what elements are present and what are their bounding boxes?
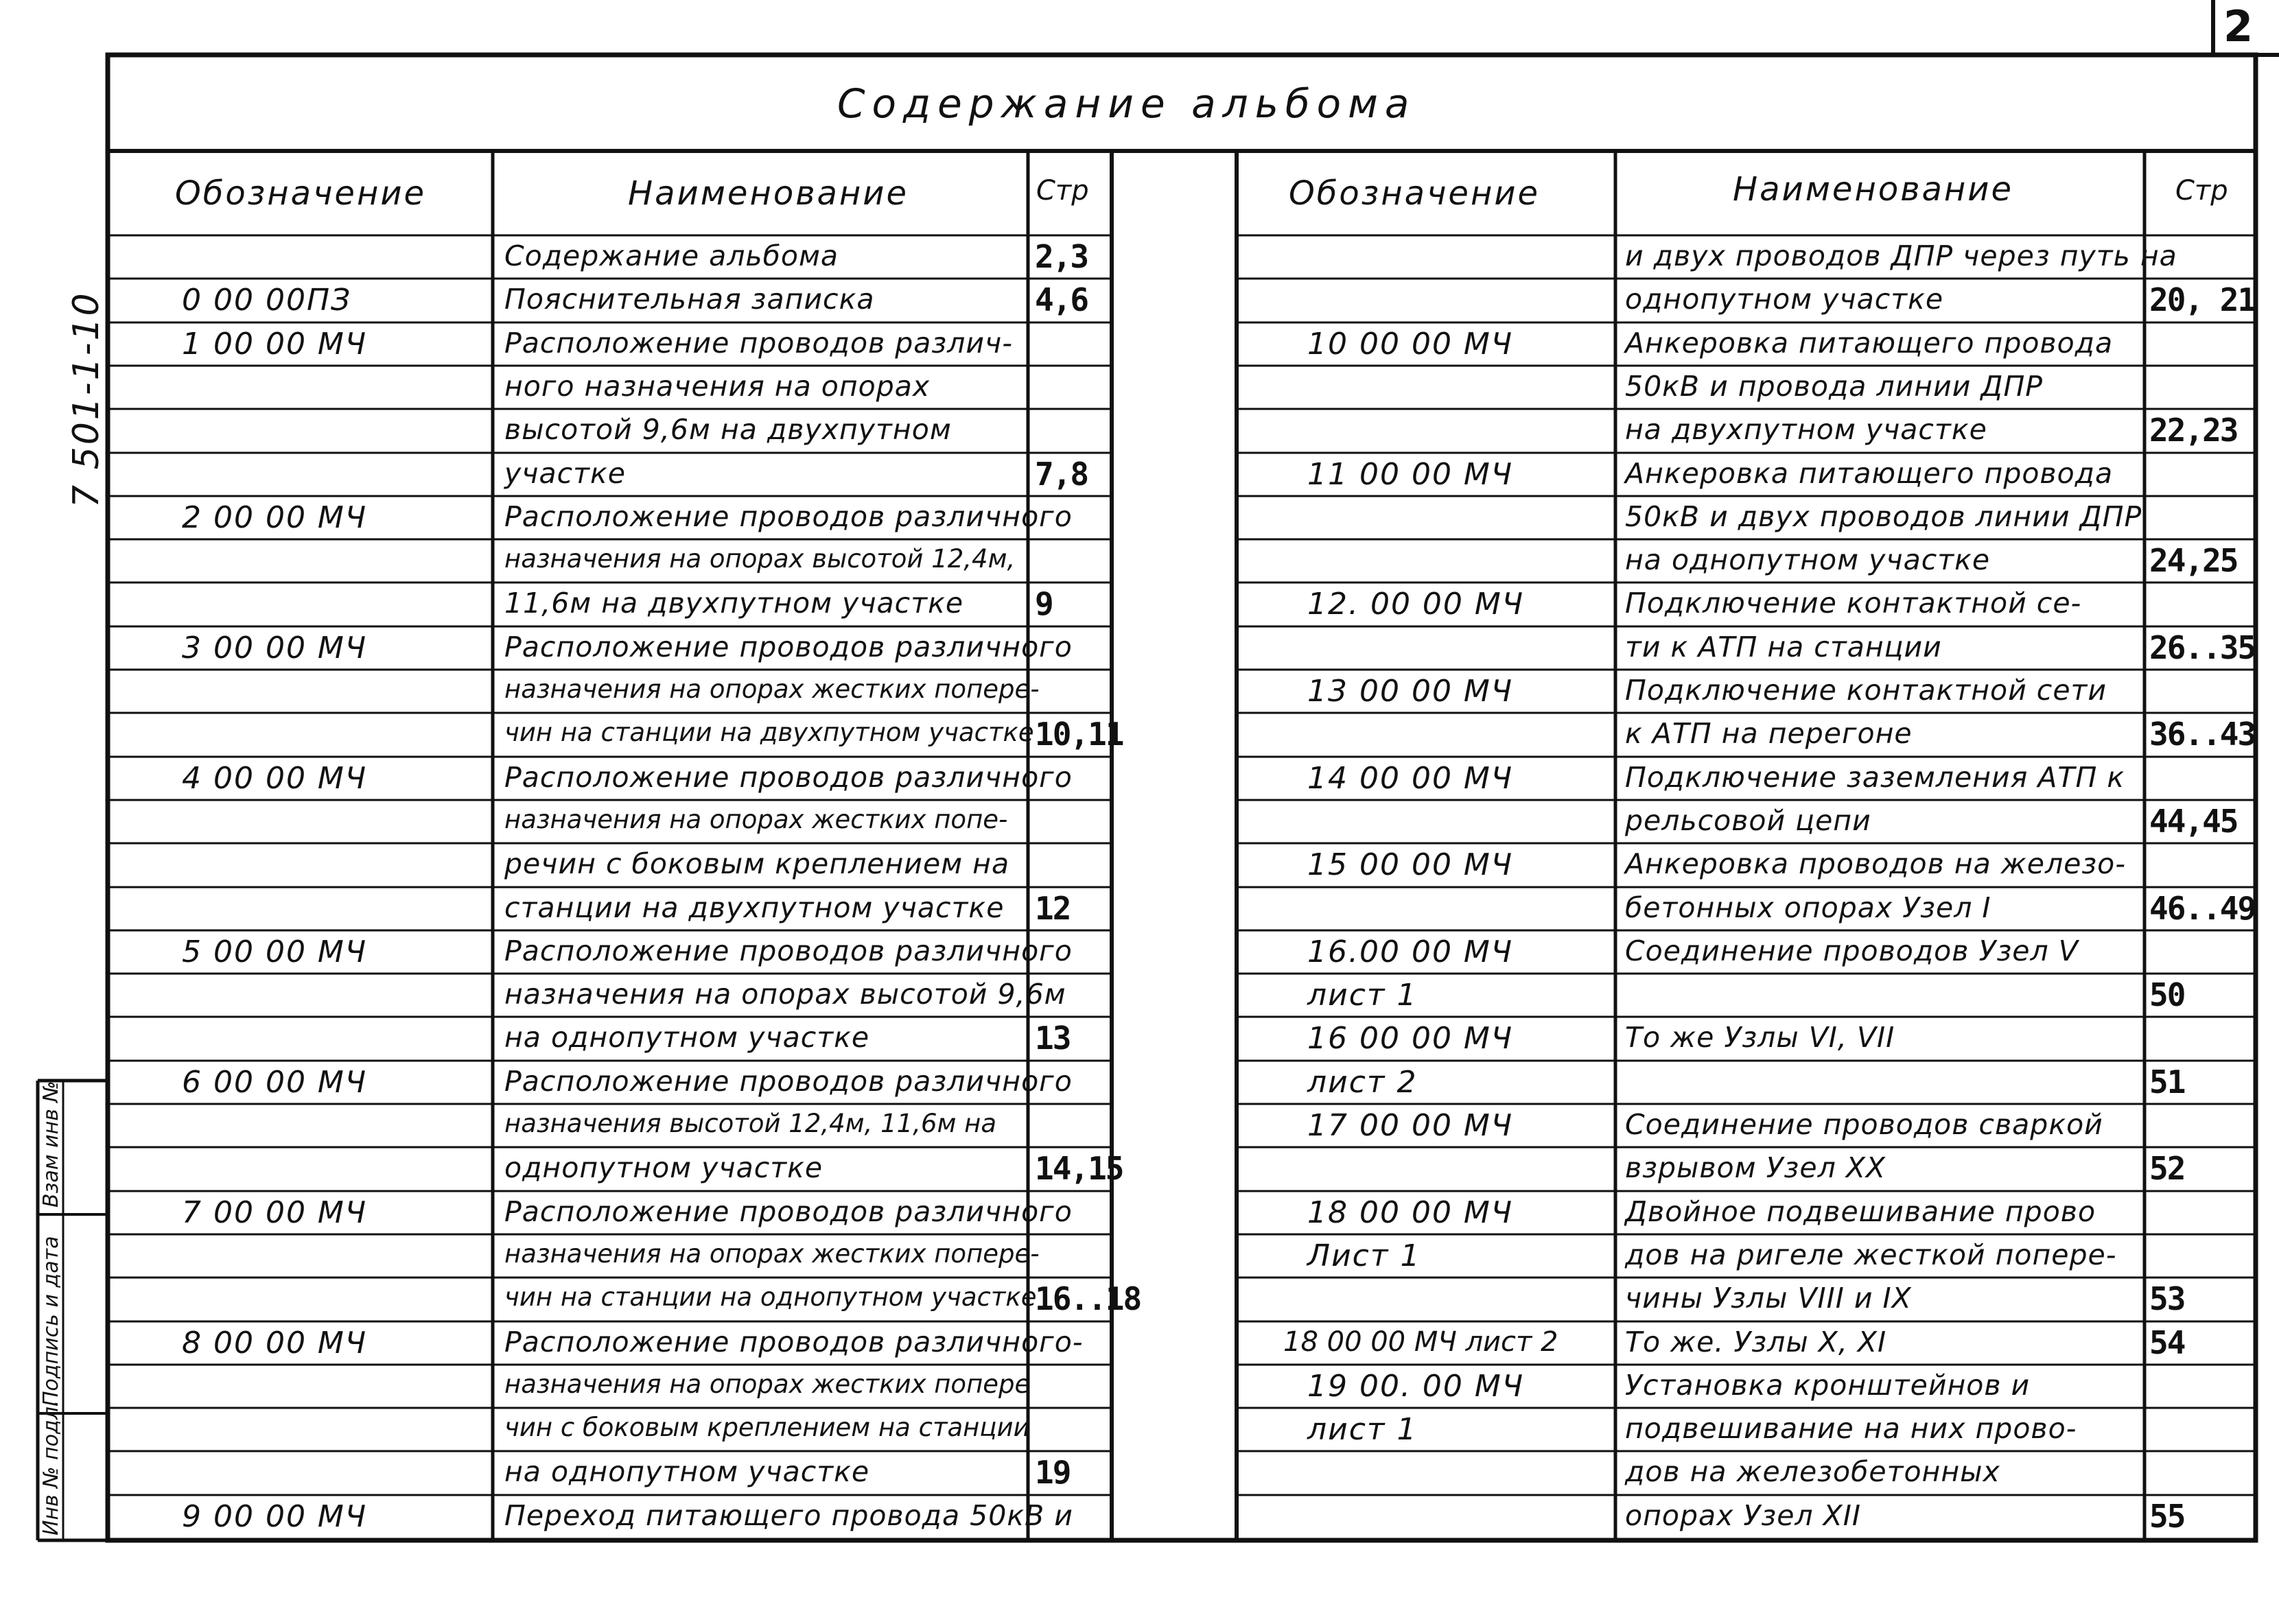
- row-designation: 7 00 00 МЧ: [182, 1195, 368, 1230]
- row-name: Переход питающего провода 50кВ и: [504, 1499, 1073, 1532]
- row-name: Расположение проводов различного: [504, 1065, 1073, 1098]
- row-name: и двух проводов ДПР через путь на: [1625, 239, 2177, 272]
- row-name: речин с боковым креплением на: [504, 847, 1010, 880]
- row-name: Пояснительная записка: [504, 283, 875, 316]
- row-name: назначения на опорах высотой 12,4м,: [504, 544, 1016, 574]
- row-page: 12: [1035, 890, 1071, 927]
- row-name: чины Узлы VIII и IX: [1625, 1282, 1912, 1315]
- row-name: чин с боковым креплением на станции: [504, 1413, 1030, 1442]
- page-title: Содержание альбома: [837, 80, 1416, 127]
- row-page: 53: [2149, 1280, 2185, 1317]
- row-designation: лист 1: [1307, 1412, 1418, 1447]
- stamp-inv-podl: Инв № подл.: [39, 1400, 63, 1535]
- row-name: назначения на опорах жестких попере-: [504, 674, 1040, 704]
- row-page: 36..43: [2149, 716, 2256, 753]
- row-designation: 4 00 00 МЧ: [182, 761, 368, 796]
- row-name: Расположение проводов различ-: [504, 327, 1014, 360]
- row-page: 50: [2149, 976, 2185, 1013]
- row-name: Расположение проводов различного: [504, 934, 1073, 967]
- row-name: Двойное подвешивание прово: [1625, 1195, 2096, 1228]
- row-designation: 6 00 00 МЧ: [182, 1065, 368, 1100]
- row-name: чин на станции на двухпутном участке: [504, 718, 1034, 747]
- row-designation: 5 00 00 МЧ: [182, 934, 368, 969]
- row-name: Анкеровка проводов на железо-: [1625, 847, 2127, 880]
- row-name: назначения на опорах высотой 9,6м: [504, 978, 1066, 1011]
- left-header-page: Стр: [1036, 175, 1089, 207]
- row-designation: лист 1: [1307, 978, 1418, 1013]
- row-name: рельсовой цепи: [1625, 804, 1871, 837]
- row-name: Установка кронштейнов и: [1625, 1369, 2031, 1402]
- row-designation: 16.00 00 МЧ: [1307, 934, 1514, 969]
- row-name: ти к АТП на станции: [1625, 631, 1942, 663]
- row-name: Подключение контактной сети: [1625, 674, 2107, 707]
- row-designation: 9 00 00 МЧ: [182, 1499, 368, 1534]
- row-name: назначения высотой 12,4м, 11,6м на: [504, 1109, 997, 1138]
- row-page: 19: [1035, 1454, 1071, 1491]
- row-page: 16..18: [1035, 1280, 1141, 1317]
- row-designation: 19 00. 00 МЧ: [1307, 1369, 1525, 1404]
- row-name: Подключение заземления АТП к: [1625, 761, 2125, 794]
- row-name: 50кВ и двух проводов линии ДПР: [1625, 500, 2142, 533]
- row-name: дов на железобетонных: [1625, 1455, 2000, 1488]
- sheet-number: 2: [2223, 1, 2254, 51]
- left-header-name: Наименование: [628, 174, 909, 213]
- row-name: на однопутном участке: [504, 1021, 870, 1054]
- row-name: Расположение проводов различного-: [504, 1326, 1084, 1358]
- row-name: опорах Узел XII: [1625, 1499, 1861, 1532]
- row-name: на однопутном участке: [1625, 543, 1991, 576]
- stamp-vzam-inv: Взам инв №: [39, 1081, 63, 1208]
- row-designation: 14 00 00 МЧ: [1307, 761, 1514, 796]
- row-name: подвешивание на них прово-: [1625, 1412, 2077, 1445]
- right-header-name: Наименование: [1733, 170, 2014, 209]
- right-header-page: Стр: [2175, 175, 2228, 207]
- row-designation: 17 00 00 МЧ: [1307, 1108, 1514, 1143]
- row-page: 7,8: [1035, 456, 1088, 493]
- row-page: 4,6: [1035, 281, 1088, 318]
- row-designation: лист 2: [1307, 1065, 1418, 1100]
- row-name: участке: [504, 457, 627, 490]
- row-designation: 2 00 00 МЧ: [182, 500, 368, 535]
- row-designation: 11 00 00 МЧ: [1307, 457, 1514, 492]
- row-designation: 0 00 00ПЗ: [182, 283, 352, 318]
- row-designation: 10 00 00 МЧ: [1307, 327, 1514, 362]
- row-name: однопутном участке: [504, 1151, 823, 1184]
- row-name: 50кВ и провода линии ДПР: [1625, 370, 2044, 403]
- row-page: 54: [2149, 1324, 2185, 1361]
- row-page: 55: [2149, 1498, 2185, 1535]
- row-name: чин на станции на однопутном участке: [504, 1282, 1037, 1312]
- row-page: 51: [2149, 1063, 2185, 1101]
- row-page: 22,23: [2149, 412, 2238, 449]
- row-name: Расположение проводов различного: [504, 631, 1073, 663]
- row-name: ного назначения на опорах: [504, 370, 931, 403]
- row-name: взрывом Узел XX: [1625, 1151, 1886, 1184]
- row-name: Содержание альбома: [504, 239, 839, 272]
- row-name: высотой 9,6м на двухпутном: [504, 413, 952, 446]
- row-name: Соединение проводов Узел V: [1625, 934, 2079, 967]
- left-header-designation: Обозначение: [175, 174, 427, 213]
- row-name: Подключение контактной се-: [1625, 587, 2082, 620]
- row-name: дов на ригеле жесткой попере-: [1625, 1238, 2117, 1271]
- row-name: То же. Узлы X, XI: [1625, 1326, 1887, 1358]
- row-designation: Лист 1: [1307, 1238, 1421, 1273]
- row-page: 24,25: [2149, 542, 2238, 579]
- row-designation: 13 00 00 МЧ: [1307, 674, 1514, 709]
- row-designation: 3 00 00 МЧ: [182, 631, 368, 666]
- row-page: 26..35: [2149, 629, 2256, 666]
- row-name: Соединение проводов сваркой: [1625, 1108, 2103, 1141]
- row-page: 9: [1035, 585, 1053, 622]
- row-name: на однопутном участке: [504, 1455, 870, 1488]
- row-page: 44,45: [2149, 803, 2238, 840]
- row-name: однопутном участке: [1625, 283, 1944, 316]
- row-name: бетонных опорах Узел I: [1625, 891, 1991, 924]
- row-name: Расположение проводов различного: [504, 500, 1073, 533]
- row-name: Анкеровка питающего провода: [1625, 327, 2114, 360]
- row-page: 52: [2149, 1150, 2185, 1187]
- row-name: к АТП на перегоне: [1625, 717, 1913, 750]
- row-page: 13: [1035, 1020, 1071, 1057]
- right-header-designation: Обозначение: [1289, 174, 1541, 213]
- row-name: Анкеровка питающего провода: [1625, 457, 2114, 490]
- row-name: станции на двухпутном участке: [504, 891, 1005, 924]
- row-name: То же Узлы VI, VII: [1625, 1021, 1895, 1054]
- document-code: 7 501-1-10: [66, 291, 107, 508]
- row-designation: 16 00 00 МЧ: [1307, 1021, 1514, 1056]
- stamp-podpis-data: Подпись и дата: [39, 1236, 63, 1407]
- row-designation: 1 00 00 МЧ: [182, 327, 368, 362]
- row-designation: 18 00 00 МЧ: [1307, 1195, 1514, 1230]
- row-designation: 12. 00 00 МЧ: [1307, 587, 1525, 622]
- row-designation: 15 00 00 МЧ: [1307, 847, 1514, 882]
- row-page: 20, 21: [2149, 281, 2256, 318]
- row-page: 10,11: [1035, 716, 1123, 753]
- row-name: назначения на опорах жестких попере-: [504, 1239, 1040, 1269]
- row-name: назначения на опорах жестких попе-: [504, 805, 1008, 834]
- row-name: Расположение проводов различного: [504, 761, 1073, 794]
- row-name: Расположение проводов различного: [504, 1195, 1073, 1228]
- row-page: 46..49: [2149, 890, 2256, 927]
- row-name: 11,6м на двухпутном участке: [504, 587, 964, 620]
- row-page: 2,3: [1035, 238, 1088, 275]
- row-page: 14,15: [1035, 1150, 1123, 1187]
- row-designation: 8 00 00 МЧ: [182, 1326, 368, 1361]
- row-name: на двухпутном участке: [1625, 413, 1987, 446]
- row-name: назначения на опорах жестких попере: [504, 1369, 1031, 1399]
- row-designation: 18 00 00 МЧ лист 2: [1283, 1326, 1558, 1358]
